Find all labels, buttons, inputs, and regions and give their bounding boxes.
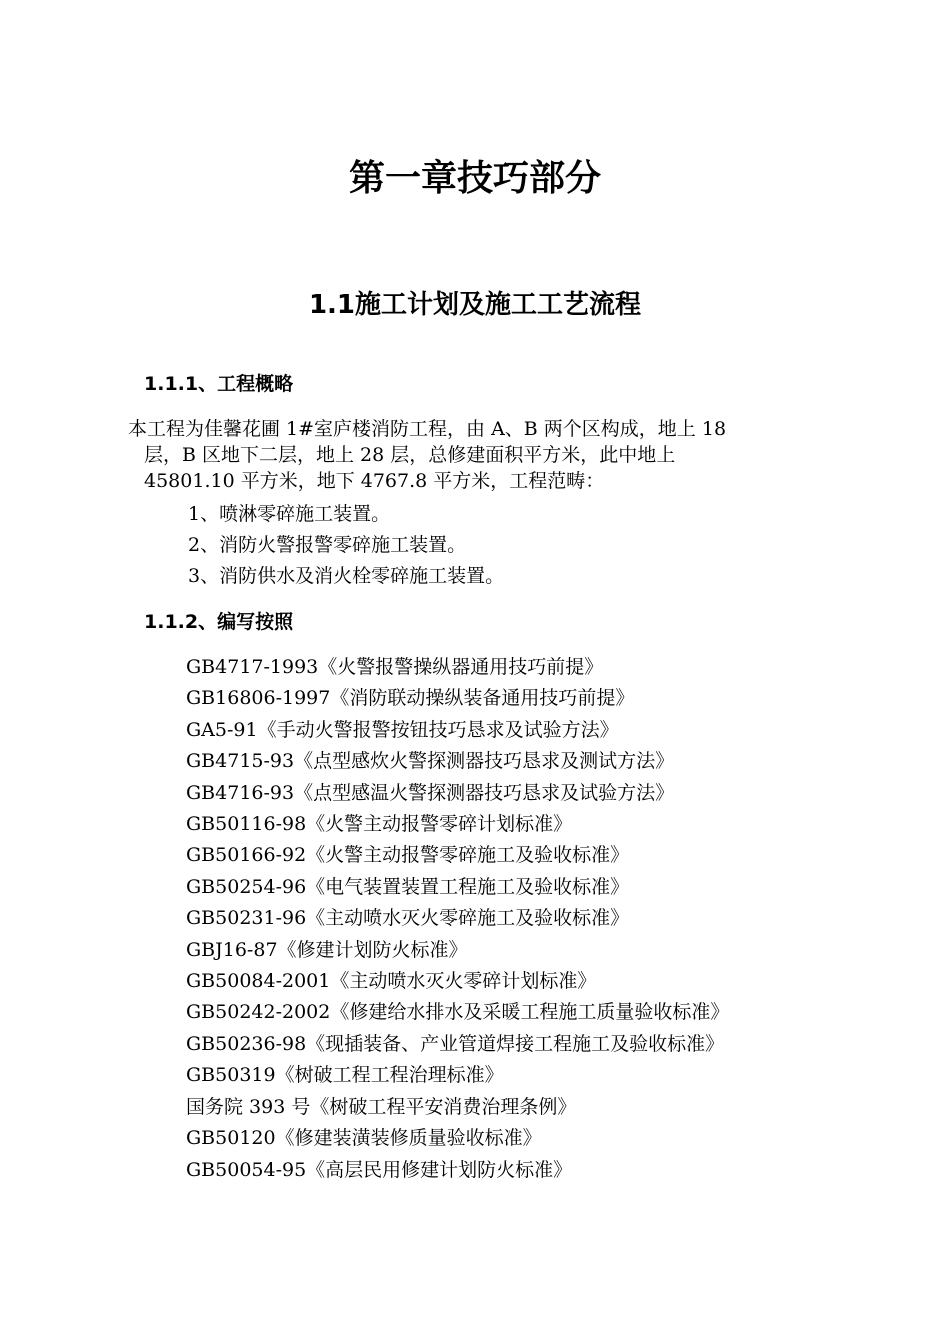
reference-item: GB50231-96《主动喷水灭火零碎施工及验收标准》 (186, 907, 630, 930)
basis-heading: 1.1.2、编写按照 (144, 611, 294, 633)
reference-item: GB16806-1997《消防联动操纵装备通用技巧前提》 (186, 687, 635, 710)
overview-paragraph (128, 416, 818, 494)
reference-item: 国务院 393 号《树破工程平安消费治理条例》 (186, 1095, 577, 1118)
chapter-title: 第一章技巧部分 (348, 158, 601, 199)
section-title: 1.1施工计划及施工工艺流程 (308, 290, 642, 320)
reference-item: GB4717-1993《火警报警操纵器通用技巧前提》 (186, 656, 604, 678)
reference-item: GB50242-2002《修建给水排水及采暖工程施工质量验收标准》 (186, 1001, 730, 1024)
reference-item: GB4715-93《点型感炊火警探测器技巧恳求及测试方法》 (186, 750, 675, 773)
reference-item: GB50116-98《火警主动报警零碎计划标准》 (186, 813, 573, 836)
overview-line: 45801.10 平方米，地下 4767.8 平方米，工程范畴： (144, 470, 605, 492)
reference-item: GB50254-96《电气装置装置工程施工及验收标准》 (186, 875, 630, 898)
scope-list (188, 499, 504, 592)
reference-item: GBJ16-87《修建计划防火标准》 (186, 938, 468, 961)
overview-heading: 1.1.1、工程概略 (144, 373, 294, 395)
overview-line: 层，B 区地下二层，地上 28 层，总修建面积平方米，此中地上 (144, 444, 676, 466)
reference-item: GB50054-95《高层民用修建计划防火标准》 (186, 1158, 573, 1181)
scope-item: 1、喷淋零碎施工装置。 (188, 503, 391, 525)
overview-line: 本工程为佳馨花圃 1#室庐楼消防工程，由 A、B 两个区构成，地上 18 (128, 418, 727, 440)
reference-item: GB50236-98《现插装备、产业管道焊接工程施工及验收标准》 (186, 1032, 725, 1055)
reference-item: GB50084-2001《主动喷水灭火零碎计划标准》 (186, 970, 597, 993)
reference-item: GB4716-93《点型感温火警探测器技巧恳求及试验方法》 (186, 781, 675, 804)
reference-item: GB50120《修建装潢装修质量验收标准》 (186, 1127, 542, 1150)
reference-item: GB50166-92《火警主动报警零碎施工及验收标准》 (186, 844, 630, 867)
reference-item: GA5-91《手动火警报警按钮技巧恳求及试验方法》 (186, 718, 619, 741)
scope-item: 2、消防火警报警零碎施工装置。 (188, 534, 467, 556)
scope-item: 3、消防供水及消火栓零碎施工装置。 (188, 565, 505, 587)
reference-list (186, 652, 729, 1186)
reference-item: GB50319《树破工程工程治理标准》 (186, 1064, 504, 1087)
